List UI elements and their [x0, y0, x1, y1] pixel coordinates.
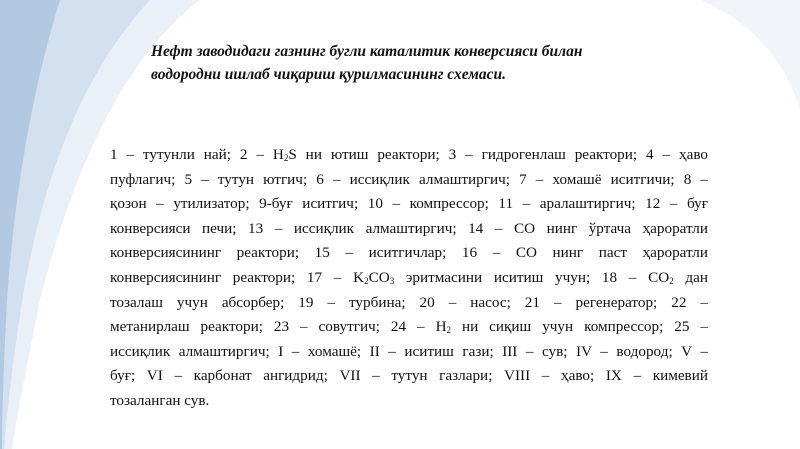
legend-text-run: CO [368, 268, 390, 286]
legend-line [110, 266, 708, 291]
subscript: 2 [364, 275, 369, 286]
legend-text [110, 143, 708, 414]
legend-text-run: конверсиясининг реактори; 15 – иситгичлар; 16 – СО нинг паст ҳароратли [110, 244, 708, 262]
subscript: 2 [446, 325, 452, 336]
legend-text-run: 1 – тутунли най; 2 – H [110, 146, 284, 163]
legend-text-run: дан [673, 268, 708, 286]
legend-line [110, 389, 708, 414]
legend-line [110, 192, 708, 217]
subscript: 2 [669, 275, 674, 286]
legend-line [110, 364, 708, 389]
legend-text-run: конверсиясининг реактори; 17 – K [110, 268, 365, 286]
legend-text-run: эритмасини иситиш учун; 18 – CO [394, 268, 670, 286]
legend-text-run: ни сиқиш учун компрессор; 25 – [451, 318, 709, 336]
legend-text-run: S ни ютиш реактори; 3 – гидрогенлаш реактори; 4 – ҳаво [288, 146, 708, 163]
legend-line [110, 217, 708, 242]
swoosh-top-right [700, 0, 800, 110]
legend-line [110, 291, 708, 316]
legend-text-run: конверсияси печи; 13 – иссиқлик алмаштиргич; 14 – СО нинг ўртача ҳароратли [110, 219, 708, 237]
page-title [151, 40, 711, 86]
legend-line [110, 340, 708, 365]
legend-line [110, 143, 708, 168]
legend-text-run: тозалаш учун абсорбер; 19 – турбина; 20 – насос; 21 – регенератор; 22 – [110, 293, 708, 311]
legend-line [110, 315, 708, 340]
legend-text-run: қозон – утилизатор; 9-буғ иситгич; 10 – компрессор; 11 – аралаштиргич; 12 – буғ [110, 195, 708, 213]
subscript: 3 [389, 275, 395, 286]
legend-text-run: метанирлаш реактори; 23 – совутгич; 24 – H [110, 318, 447, 336]
subscript: 2 [283, 153, 289, 163]
title-line-2: водородни ишлаб чиқариш қурилмасининг схемаси. [151, 66, 506, 83]
legend-line [110, 241, 708, 266]
legend-text-run: буғ; VI – карбонат ангидрид; VII – тутун газлари; VIII – ҳаво; IX – кимевий [110, 367, 708, 385]
legend-text-run: пуфлагич; 5 – тутун ютгич; 6 – иссиқлик алмаштиргич; 7 – хомашё иситгичи; 8 – [110, 170, 708, 188]
legend-text-run: иссиқлик алмаштиргич; I – хомашё; II – иситиш гази; III – сув; IV – водород; V – [110, 342, 708, 360]
title-line-1: Нефт заводидаги газнинг бугли каталитик конверсияси билан [151, 43, 583, 60]
legend-line [110, 168, 708, 193]
legend-text-run: тозаланган сув. [110, 391, 210, 409]
